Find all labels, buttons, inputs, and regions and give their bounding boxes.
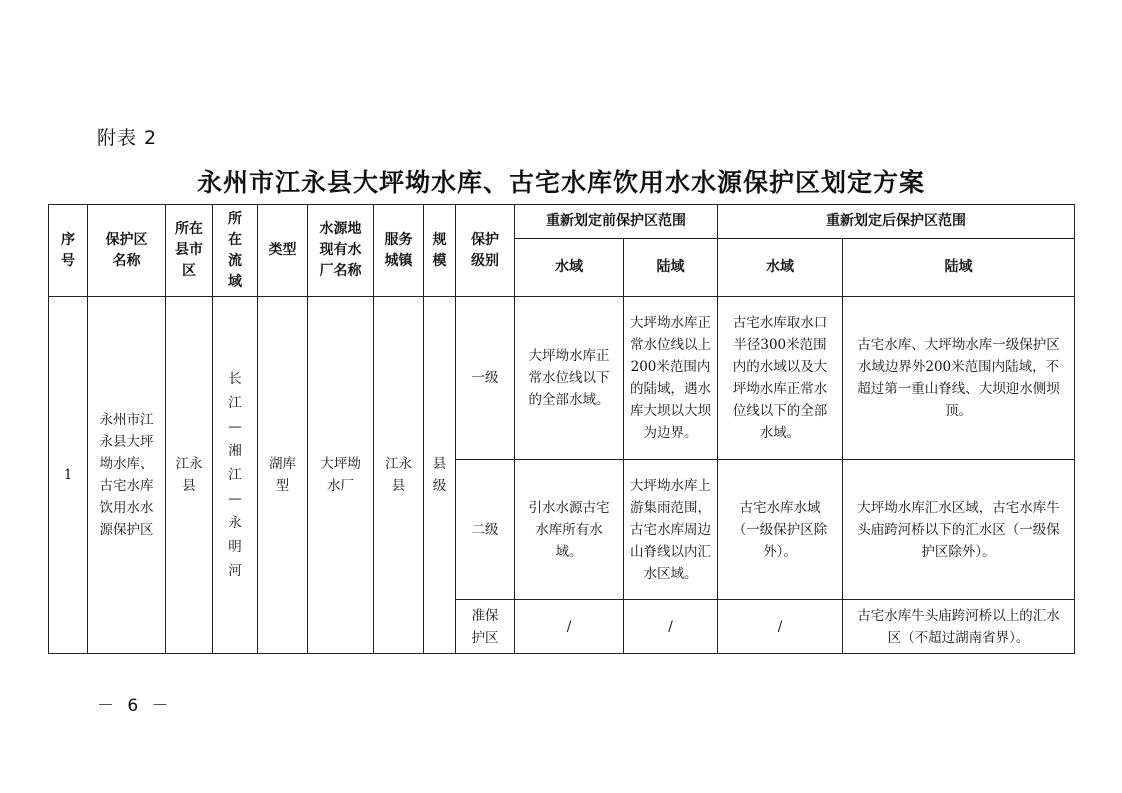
header-basin: 所在流域	[213, 205, 258, 297]
header-seq: 序号	[49, 205, 88, 297]
table-row	[49, 297, 1075, 460]
row-scale: 县级	[424, 297, 456, 654]
level-2-after-water: 古宅水库水域（一级保护区除外）。	[718, 460, 843, 600]
level-quasi-before-water: /	[515, 600, 624, 654]
header-county: 所在县市区	[166, 205, 213, 297]
document-title: 永州市江永县大坪坳水库、古宅水库饮用水水源保护区划定方案	[196, 168, 925, 197]
header-after: 重新划定后保护区范围	[718, 205, 1075, 239]
level-2-after-land: 大坪坳水库汇水区域，古宅水库牛头庙跨河桥以下的汇水区（一级保护区除外）。	[843, 460, 1075, 600]
level-2-before-land: 大坪坳水库上游集雨范围，古宅水库周边山脊线以内汇水区域。	[624, 460, 718, 600]
row-type: 湖库型	[258, 297, 308, 654]
header-level: 保护级别	[456, 205, 515, 297]
level-2: 二级	[456, 460, 515, 600]
row-plant: 大坪坳水厂	[308, 297, 374, 654]
header-name: 保护区名称	[88, 205, 166, 297]
header-after-water: 水域	[718, 239, 843, 297]
header-scale: 规模	[424, 205, 456, 297]
attachment-label: 附表 2	[97, 127, 158, 149]
row-basin: 长江—湘江—永明河	[213, 297, 258, 654]
level-quasi-after-water: /	[718, 600, 843, 654]
header-plant: 水源地现有水厂名称	[308, 205, 374, 297]
header-after-land: 陆域	[843, 239, 1075, 297]
row-name: 永州市江永县大坪坳水库、古宅水库饮用水水源保护区	[88, 297, 166, 654]
protection-zone-table	[48, 204, 1075, 654]
header-before: 重新划定前保护区范围	[515, 205, 718, 239]
level-2-before-water: 引水水源古宅水库所有水域。	[515, 460, 624, 600]
level-1: 一级	[456, 297, 515, 460]
level-quasi-after-land: 古宅水库牛头庙跨河桥以上的汇水区（不超过湖南省界）。	[843, 600, 1075, 654]
level-1-after-water: 古宅水库取水口半径300米范围内的水域以及大坪坳水库正常水位线以下的全部水域。	[718, 297, 843, 460]
row-town: 江永县	[374, 297, 424, 654]
header-type: 类型	[258, 205, 308, 297]
page-number: － 6 －	[97, 696, 173, 716]
row-seq: 1	[49, 297, 88, 654]
row-county: 江永县	[166, 297, 213, 654]
level-1-before-water: 大坪坳水库正常水位线以下的全部水域。	[515, 297, 624, 460]
level-1-after-land: 古宅水库、大坪坳水库一级保护区水域边界外200米范围内陆域，不超过第一重山脊线、大坝迎水侧坝顶。	[843, 297, 1075, 460]
header-before-land: 陆域	[624, 239, 718, 297]
level-quasi: 准保护区	[456, 600, 515, 654]
header-before-water: 水域	[515, 239, 624, 297]
level-1-before-land: 大坪坳水库正常水位线以上200米范围内的陆域，遇水库大坝以大坝为边界。	[624, 297, 718, 460]
level-quasi-before-land: /	[624, 600, 718, 654]
header-town: 服务城镇	[374, 205, 424, 297]
